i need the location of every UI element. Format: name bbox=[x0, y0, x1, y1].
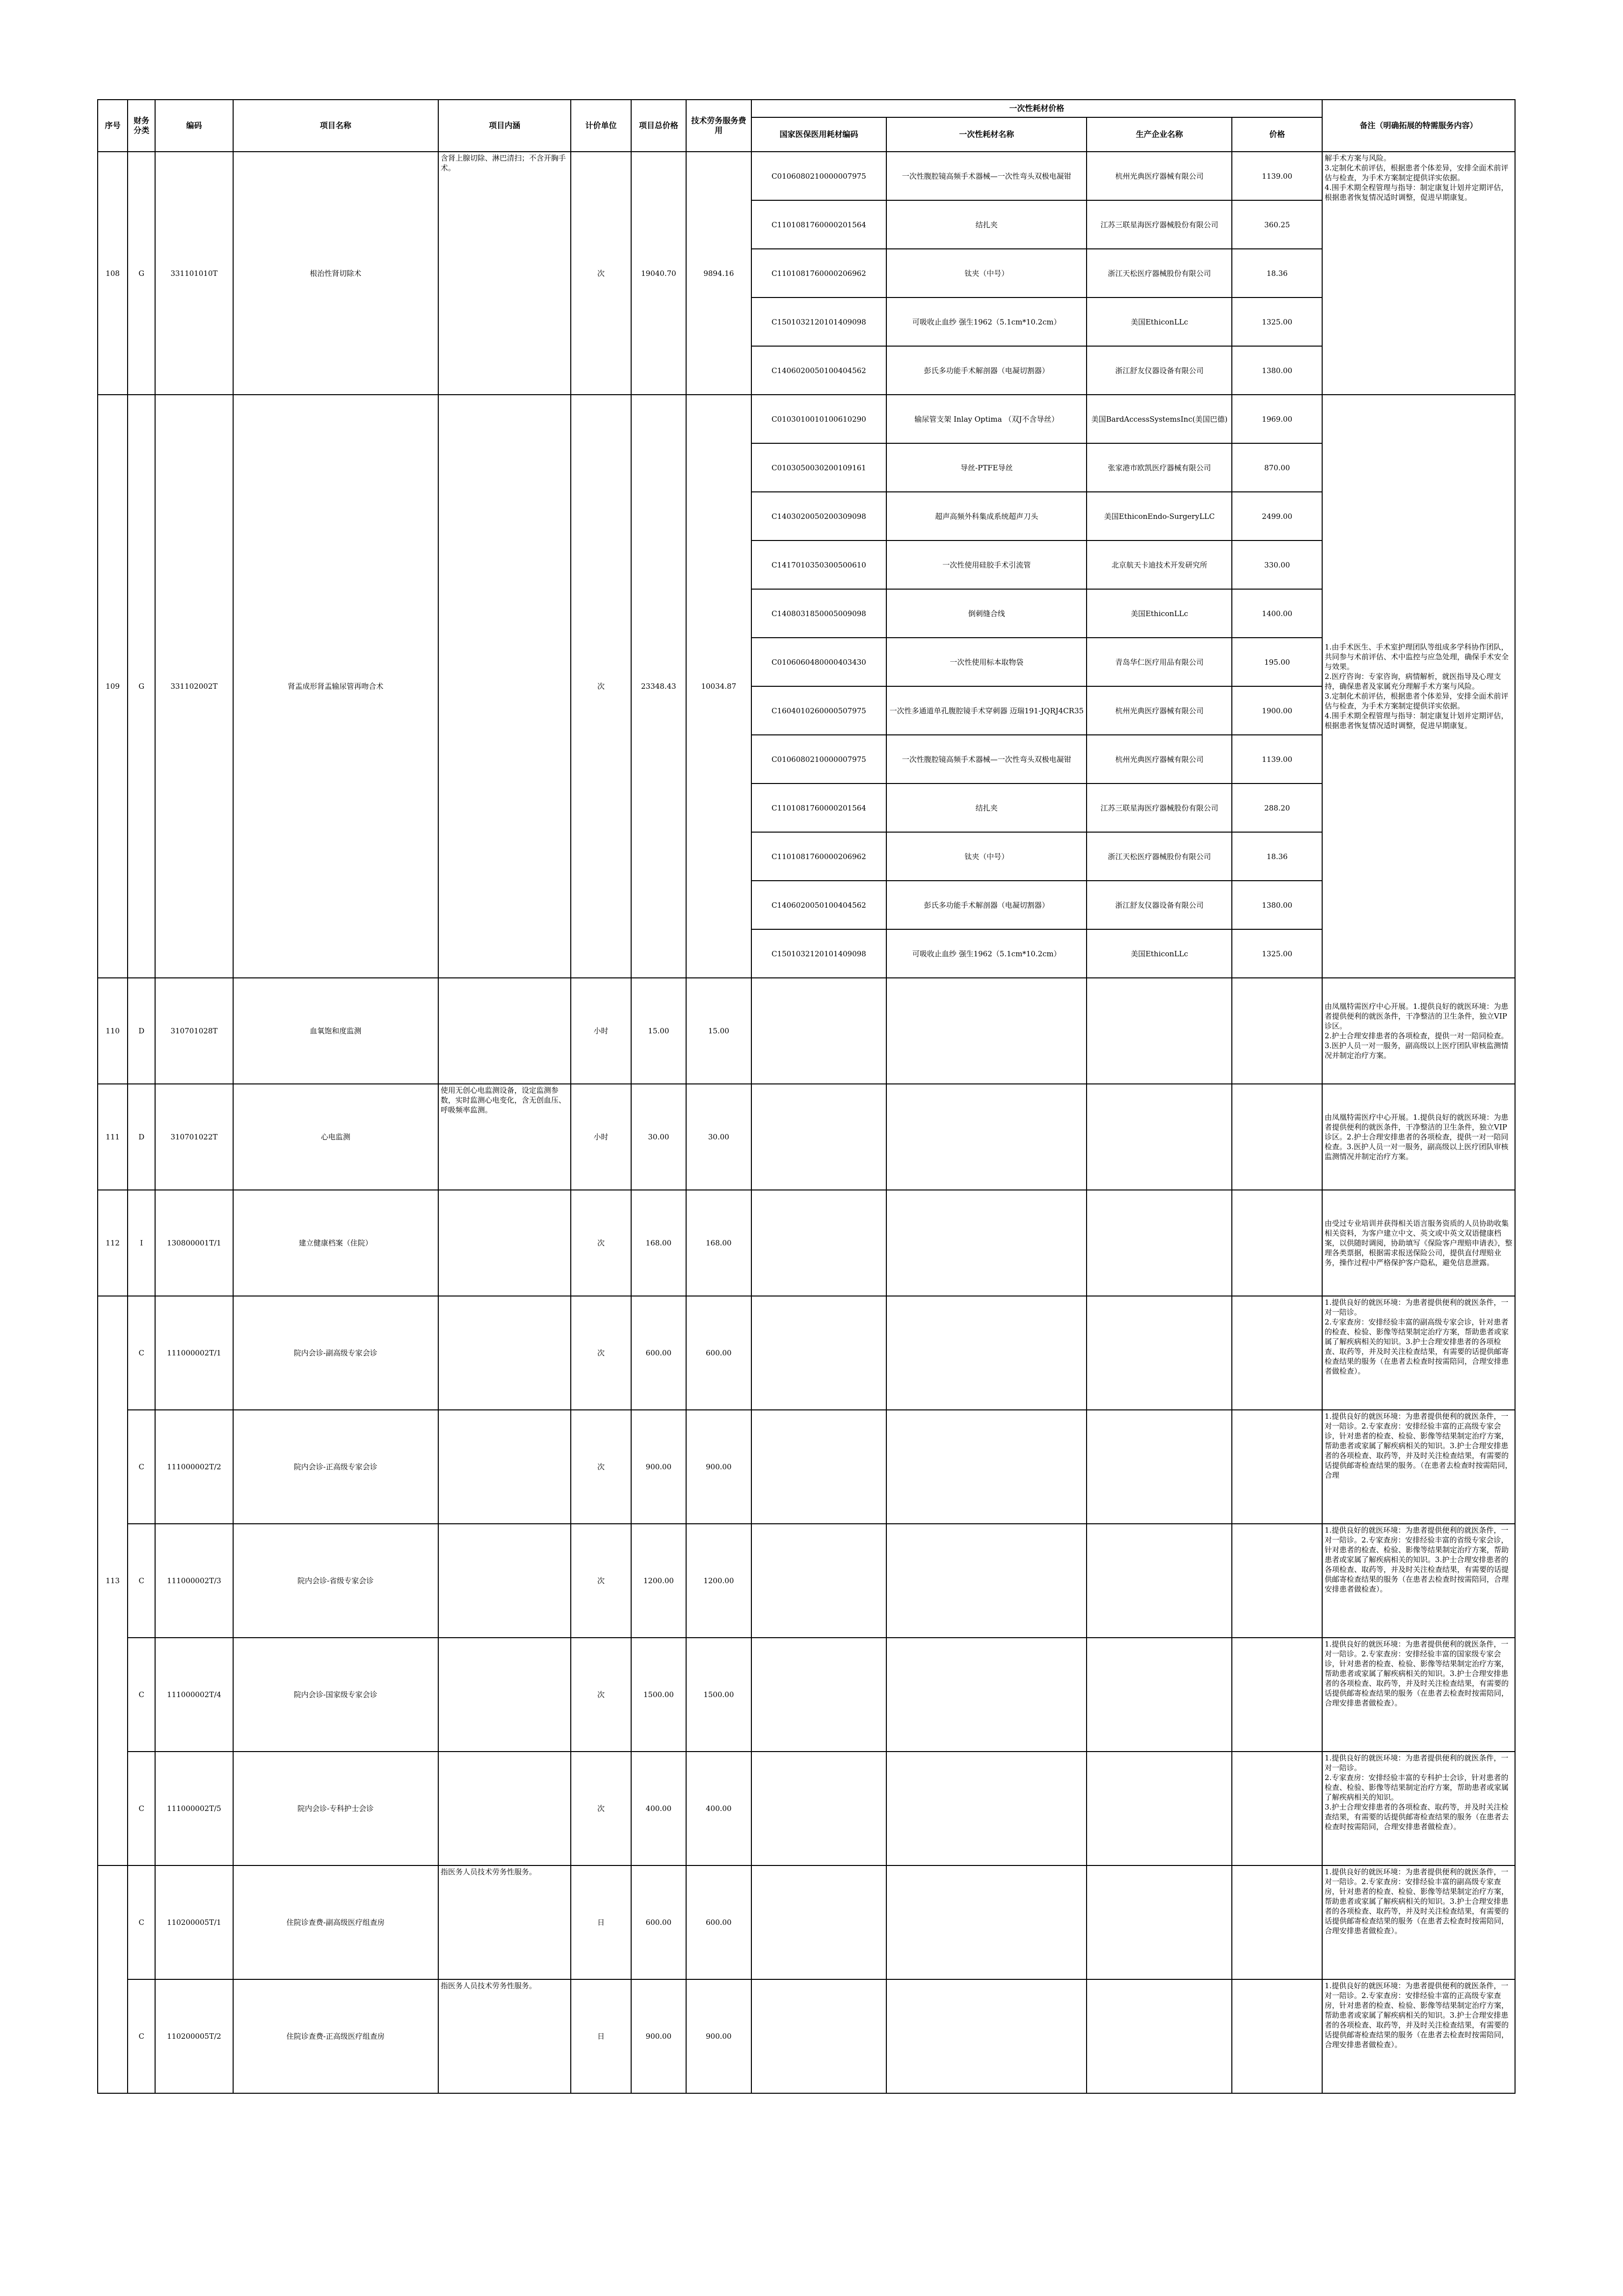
consumable-code: C1406020050100404562 bbox=[751, 881, 887, 929]
manufacturer: 美国BardAccessSystemsInc(美国巴德) bbox=[1087, 395, 1232, 443]
consumable-name bbox=[886, 1865, 1087, 1979]
header-code: 编码 bbox=[155, 100, 233, 152]
row-code: 110200005T/2 bbox=[155, 1979, 233, 2093]
manufacturer: 江苏三联星海医疗器械股份有限公司 bbox=[1087, 783, 1232, 832]
header-item-name: 项目名称 bbox=[233, 100, 438, 152]
row-finance-class: C bbox=[128, 1296, 155, 1410]
row-note: 1.提供良好的就医环境：为患者提供便利的就医条件，一对一陪诊。2.专家查房：安排经验丰富的副高级专家查房，针对患者的检查、检验、影像等结果制定治疗方案，帮助患者或家属了解疾病相关的知识。3.护士合理安排患者的各项检查、取药等，并及时关注检查结果，有需要的话提供邮寄检查结果的服务（在患者去检查时按需陪同，合理安排患者做检查）。 bbox=[1322, 1865, 1515, 1979]
consumable-code bbox=[751, 1638, 887, 1752]
consumable-code: C1403020050200309098 bbox=[751, 492, 887, 540]
consumable-code bbox=[751, 1296, 887, 1410]
row-seq: 113 bbox=[98, 1296, 128, 1865]
consumable-price bbox=[1232, 978, 1322, 1084]
consumable-price: 2499.00 bbox=[1232, 492, 1322, 540]
row-seq: 108 bbox=[98, 152, 128, 395]
consumable-name: 可吸收止血纱 强生1962（5.1cm*10.2cm） bbox=[886, 297, 1087, 346]
consumable-price: 18.36 bbox=[1232, 249, 1322, 297]
consumable-price bbox=[1232, 1524, 1322, 1638]
row-code: 331101010T bbox=[155, 152, 233, 395]
row-total-price: 30.00 bbox=[631, 1084, 686, 1190]
row-labor-fee: 10034.87 bbox=[686, 395, 751, 978]
manufacturer bbox=[1087, 1410, 1232, 1524]
row-item-name: 院内会诊-省级专家会诊 bbox=[233, 1524, 438, 1638]
row-item-content bbox=[438, 395, 571, 978]
row-code: 310701028T bbox=[155, 978, 233, 1084]
table-row bbox=[98, 1979, 1515, 2093]
row-item-name: 建立健康档案（住院） bbox=[233, 1190, 438, 1296]
consumable-price: 1139.00 bbox=[1232, 735, 1322, 783]
manufacturer: 江苏三联星海医疗器械股份有限公司 bbox=[1087, 200, 1232, 249]
consumable-price: 1325.00 bbox=[1232, 297, 1322, 346]
consumable-name: 钛夹（中号） bbox=[886, 249, 1087, 297]
row-unit: 次 bbox=[571, 1524, 631, 1638]
consumable-name: 彭氏多功能手术解剖器（电凝切割器） bbox=[886, 881, 1087, 929]
row-total-price: 600.00 bbox=[631, 1296, 686, 1410]
manufacturer: 浙江天松医疗器械股份有限公司 bbox=[1087, 832, 1232, 881]
consumable-price bbox=[1232, 1296, 1322, 1410]
row-item-name: 肾盂成形肾盂输尿管再吻合术 bbox=[233, 395, 438, 978]
consumable-name bbox=[886, 978, 1087, 1084]
row-labor-fee: 168.00 bbox=[686, 1190, 751, 1296]
consumable-code bbox=[751, 1190, 887, 1296]
manufacturer: 浙江天松医疗器械股份有限公司 bbox=[1087, 249, 1232, 297]
header-note: 备注（明确拓展的特需服务内容） bbox=[1322, 100, 1515, 152]
consumable-code: C1101081760000206962 bbox=[751, 832, 887, 881]
header-consumable-name: 一次性耗材名称 bbox=[886, 117, 1087, 152]
consumable-price bbox=[1232, 1979, 1322, 2093]
manufacturer bbox=[1087, 1296, 1232, 1410]
row-item-name: 院内会诊-专科护士会诊 bbox=[233, 1752, 438, 1865]
consumable-price: 330.00 bbox=[1232, 540, 1322, 589]
consumable-price bbox=[1232, 1865, 1322, 1979]
consumable-code: C0106060480000403430 bbox=[751, 638, 887, 686]
row-code: 111000002T/1 bbox=[155, 1296, 233, 1410]
row-finance-class: C bbox=[128, 1865, 155, 1979]
consumable-price: 18.36 bbox=[1232, 832, 1322, 881]
row-finance-class: G bbox=[128, 395, 155, 978]
consumable-price: 360.25 bbox=[1232, 200, 1322, 249]
manufacturer bbox=[1087, 1865, 1232, 1979]
row-note: 1.提供良好的就医环境：为患者提供便利的就医条件，一对一陪诊。 2.专家查房：安排经验丰富的专科护士会诊，针对患者的检查、检验、影像等结果制定治疗方案，帮助患者或家属了解疾病相关的知识。 3.护士合理安排患者的各项检查、取药等，并及时关注检查结果，有需要的话提供邮寄检查结果的服务（在患者去检查时按需陪同，合理安排患者做检查）。 bbox=[1322, 1752, 1515, 1865]
consumable-code: C0103050030200109161 bbox=[751, 443, 887, 492]
row-unit: 次 bbox=[571, 395, 631, 978]
table-row bbox=[98, 152, 1515, 200]
row-note: 由凤凰特需医疗中心开展。1.提供良好的就医环境：为患者提供便利的就医条件，干净整洁的卫生条件，独立VIP诊区。 2.护士合理安排患者的各项检查，提供一对一陪同检查。3.医护人员一对一服务，副高级以上医疗团队审核监测情况并制定治疗方案。 bbox=[1322, 978, 1515, 1084]
table-header bbox=[98, 100, 1515, 152]
consumable-code: C1501032120101409098 bbox=[751, 929, 887, 978]
consumable-name: 一次性腹腔镜高频手术器械—一次性弯头双极电凝钳 bbox=[886, 735, 1087, 783]
row-labor-fee: 600.00 bbox=[686, 1865, 751, 1979]
row-item-content: 含肾上腺切除、淋巴清扫；不含开胸手术。 bbox=[438, 152, 571, 395]
row-total-price: 168.00 bbox=[631, 1190, 686, 1296]
row-total-price: 900.00 bbox=[631, 1410, 686, 1524]
consumable-name bbox=[886, 1296, 1087, 1410]
consumable-code: C0106080210000007975 bbox=[751, 735, 887, 783]
table-row bbox=[98, 1752, 1515, 1865]
row-item-name: 住院诊查费-副高级医疗组查房 bbox=[233, 1865, 438, 1979]
manufacturer bbox=[1087, 1638, 1232, 1752]
consumable-price: 288.20 bbox=[1232, 783, 1322, 832]
consumable-name bbox=[886, 1190, 1087, 1296]
row-code: 111000002T/4 bbox=[155, 1638, 233, 1752]
row-unit: 次 bbox=[571, 1752, 631, 1865]
manufacturer: 美国EthiconLLc bbox=[1087, 297, 1232, 346]
row-item-name: 院内会诊-副高级专家会诊 bbox=[233, 1296, 438, 1410]
consumable-code bbox=[751, 1524, 887, 1638]
row-note: 1.提供良好的就医环境：为患者提供便利的就医条件，一对一陪诊。 2.专家查房：安排经验丰富的副高级专家会诊，针对患者的检查、检验、影像等结果制定治疗方案，帮助患者或家属了解疾病相关的知识。3.护士合理安排患者的各项检查、取药等，并及时关注检查结果，有需要的话提供邮寄检查结果的服务（在患者去检查时按需陪同，合理安排患者做检查）。 bbox=[1322, 1296, 1515, 1410]
consumable-price: 1969.00 bbox=[1232, 395, 1322, 443]
consumable-code: C0106080210000007975 bbox=[751, 152, 887, 200]
row-unit: 次 bbox=[571, 1410, 631, 1524]
row-code: 111000002T/3 bbox=[155, 1524, 233, 1638]
row-item-content: 指医务人员技术劳务性服务。 bbox=[438, 1865, 571, 1979]
consumable-name: 结扎夹 bbox=[886, 783, 1087, 832]
row-unit: 次 bbox=[571, 1296, 631, 1410]
manufacturer bbox=[1087, 1524, 1232, 1638]
consumable-name: 钛夹（中号） bbox=[886, 832, 1087, 881]
consumable-price: 195.00 bbox=[1232, 638, 1322, 686]
table-row bbox=[98, 1524, 1515, 1638]
row-labor-fee: 1500.00 bbox=[686, 1638, 751, 1752]
row-item-content bbox=[438, 1410, 571, 1524]
row-code: 111000002T/5 bbox=[155, 1752, 233, 1865]
manufacturer: 浙江舒友仪器设备有限公司 bbox=[1087, 346, 1232, 395]
row-item-name: 心电监测 bbox=[233, 1084, 438, 1190]
row-finance-class: C bbox=[128, 1752, 155, 1865]
row-finance-class: C bbox=[128, 1979, 155, 2093]
header-item-content: 项目内涵 bbox=[438, 100, 571, 152]
row-finance-class: G bbox=[128, 152, 155, 395]
consumable-code: C1406020050100404562 bbox=[751, 346, 887, 395]
consumable-name: 结扎夹 bbox=[886, 200, 1087, 249]
consumable-code: C1408031850005009098 bbox=[751, 589, 887, 638]
row-labor-fee: 600.00 bbox=[686, 1296, 751, 1410]
consumable-name: 导丝-PTFE导丝 bbox=[886, 443, 1087, 492]
row-code: 130800001T/1 bbox=[155, 1190, 233, 1296]
row-labor-fee: 900.00 bbox=[686, 1410, 751, 1524]
consumable-name: 输尿管支架 Inlay Optima （双J不含导丝） bbox=[886, 395, 1087, 443]
row-note: 1.提供良好的就医环境：为患者提供便利的就医条件，一对一陪诊。2.专家查房：安排经验丰富的省级专家会诊，针对患者的检查、检验、影像等结果制定治疗方案，帮助患者或家属了解疾病相关的知识。3.护士合理安排患者的各项检查、取药等，并及时关注检查结果，有需要的话提供邮寄检查结果的服务（在患者去检查时按需陪同，合理安排患者做检查）。 bbox=[1322, 1524, 1515, 1638]
row-finance-class: I bbox=[128, 1190, 155, 1296]
consumable-name bbox=[886, 1638, 1087, 1752]
header-unit: 计价单位 bbox=[571, 100, 631, 152]
consumable-price bbox=[1232, 1638, 1322, 1752]
table-row bbox=[98, 978, 1515, 1084]
manufacturer bbox=[1087, 1979, 1232, 2093]
consumable-code: C1417010350300500610 bbox=[751, 540, 887, 589]
header-finance-class: 财务分类 bbox=[128, 100, 155, 152]
row-item-name: 根治性肾切除术 bbox=[233, 152, 438, 395]
manufacturer: 浙江舒友仪器设备有限公司 bbox=[1087, 881, 1232, 929]
row-seq: 109 bbox=[98, 395, 128, 978]
consumable-name: 可吸收止血纱 强生1962（5.1cm*10.2cm） bbox=[886, 929, 1087, 978]
row-note: 解手术方案与风险。 3.定制化术前评估，根据患者个体差异，安排全面术前评估与检查，为手术方案制定提供详实依据。 4.围手术期全程管理与指导：制定康复计划并定期评估，根据患者恢复情况适时调整，促进早期康复。 bbox=[1322, 152, 1515, 395]
row-unit: 次 bbox=[571, 1190, 631, 1296]
header-consumable-price: 价格 bbox=[1232, 117, 1322, 152]
row-unit: 小时 bbox=[571, 978, 631, 1084]
consumable-price bbox=[1232, 1190, 1322, 1296]
table-row bbox=[98, 1190, 1515, 1296]
manufacturer: 杭州光典医疗器械有限公司 bbox=[1087, 152, 1232, 200]
consumable-price bbox=[1232, 1752, 1322, 1865]
row-seq: 111 bbox=[98, 1084, 128, 1190]
manufacturer: 美国EthiconEndo-SurgeryLLC bbox=[1087, 492, 1232, 540]
table-row bbox=[98, 1638, 1515, 1752]
consumable-code bbox=[751, 1410, 887, 1524]
row-item-name: 院内会诊-国家级专家会诊 bbox=[233, 1638, 438, 1752]
row-labor-fee: 15.00 bbox=[686, 978, 751, 1084]
consumable-name bbox=[886, 1524, 1087, 1638]
consumable-price bbox=[1232, 1410, 1322, 1524]
row-item-content: 使用无创心电监测设备，设定监测参数，实时监测心电变化，含无创血压、呼吸频率监测。 bbox=[438, 1084, 571, 1190]
row-item-content bbox=[438, 978, 571, 1084]
consumable-code: C1101081760000201564 bbox=[751, 783, 887, 832]
header-labor-fee: 技术劳务服务费用 bbox=[686, 100, 751, 152]
consumable-code: C1101081760000201564 bbox=[751, 200, 887, 249]
consumable-code: C1101081760000206962 bbox=[751, 249, 887, 297]
consumable-code bbox=[751, 1084, 887, 1190]
manufacturer bbox=[1087, 1190, 1232, 1296]
consumable-name bbox=[886, 1752, 1087, 1865]
header-seq: 序号 bbox=[98, 100, 128, 152]
row-labor-fee: 400.00 bbox=[686, 1752, 751, 1865]
row-item-content: 指医务人员技术劳务性服务。 bbox=[438, 1979, 571, 2093]
row-code: 310701022T bbox=[155, 1084, 233, 1190]
consumable-price: 1380.00 bbox=[1232, 881, 1322, 929]
row-item-name: 血氧饱和度监测 bbox=[233, 978, 438, 1084]
row-unit: 次 bbox=[571, 152, 631, 395]
consumable-code bbox=[751, 1752, 887, 1865]
consumable-price: 1400.00 bbox=[1232, 589, 1322, 638]
price-table bbox=[97, 99, 1516, 2094]
consumable-name bbox=[886, 1084, 1087, 1190]
consumable-price: 1380.00 bbox=[1232, 346, 1322, 395]
row-item-content bbox=[438, 1296, 571, 1410]
row-labor-fee: 900.00 bbox=[686, 1979, 751, 2093]
consumable-price: 870.00 bbox=[1232, 443, 1322, 492]
consumable-code: C1604010260000507975 bbox=[751, 686, 887, 735]
row-note: 由受过专业培训并获得相关语言服务资质的人员协助收集相关资料，为客户建立中文、英文或中英文双语健康档案，以供随时调阅，协助填写《保险客户理赔申请表》，整理各类票据，根据需求报送保险公司，提供直付理赔业务，操作过程中严格保护客户隐私，避免信息泄露。 bbox=[1322, 1190, 1515, 1296]
table-row bbox=[98, 1865, 1515, 1979]
row-note: 1.提供良好的就医环境：为患者提供便利的就医条件，一对一陪诊。2.专家查房：安排经验丰富的正高级专家会诊，针对患者的检查、检验、影像等结果制定治疗方案，帮助患者或家属了解疾病相关的知识。3.护士合理安排患者的各项检查、取药等，并及时关注检查结果，有需要的话提供邮寄检查结果的服务。（在患者去检查时按需陪同，合理 bbox=[1322, 1410, 1515, 1524]
row-total-price: 19040.70 bbox=[631, 152, 686, 395]
row-total-price: 400.00 bbox=[631, 1752, 686, 1865]
consumable-name: 一次性腹腔镜高频手术器械—一次性弯头双极电凝钳 bbox=[886, 152, 1087, 200]
row-note: 1.提供良好的就医环境：为患者提供便利的就医条件，一对一陪诊。2.专家查房：安排经验丰富的正高级专家查房，针对患者的检查、检验、影像等结果制定治疗方案，帮助患者或家属了解疾病相关的知识。3.护士合理安排患者的各项检查、取药等，并及时关注检查结果，有需要的话提供邮寄检查结果的服务（在患者去检查时按需陪同，合理安排患者做检查）。 bbox=[1322, 1979, 1515, 2093]
consumable-code: C0103010010100610290 bbox=[751, 395, 887, 443]
row-total-price: 15.00 bbox=[631, 978, 686, 1084]
row-note: 1.由手术医生、手术室护理团队等组成多学科协作团队，共同参与术前评估、术中监控与应急处理，确保手术安全与效果。 2.医疗咨询：专家咨询，病情解析，就医指导及心理支持，确保患者及家属充分理解手术方案与风险。 3.定制化术前评估，根据患者个体差异，安排全面术前评估与检查，为手术方案制定提供详实依据。 4.围手术期全程管理与指导：制定康复计划并定期评估，根据患者恢复情况适时调整，促进早期康复。 bbox=[1322, 395, 1515, 978]
manufacturer: 杭州光典医疗器械有限公司 bbox=[1087, 735, 1232, 783]
manufacturer: 北京航天卡迪技术开发研究所 bbox=[1087, 540, 1232, 589]
row-item-content bbox=[438, 1190, 571, 1296]
row-labor-fee: 9894.16 bbox=[686, 152, 751, 395]
consumable-price: 1139.00 bbox=[1232, 152, 1322, 200]
row-item-content bbox=[438, 1638, 571, 1752]
row-item-name: 院内会诊-正高级专家会诊 bbox=[233, 1410, 438, 1524]
row-labor-fee: 30.00 bbox=[686, 1084, 751, 1190]
consumable-name: 彭氏多功能手术解剖器（电凝切割器） bbox=[886, 346, 1087, 395]
row-total-price: 23348.43 bbox=[631, 395, 686, 978]
row-item-name: 住院诊查费-正高级医疗组查房 bbox=[233, 1979, 438, 2093]
row-item-content bbox=[438, 1752, 571, 1865]
consumable-name bbox=[886, 1979, 1087, 2093]
row-finance-class: D bbox=[128, 1084, 155, 1190]
consumable-name bbox=[886, 1410, 1087, 1524]
row-finance-class: C bbox=[128, 1524, 155, 1638]
consumable-name: 超声高频外科集成系统超声刀头 bbox=[886, 492, 1087, 540]
consumable-code: C1501032120101409098 bbox=[751, 297, 887, 346]
consumable-code bbox=[751, 1865, 887, 1979]
manufacturer bbox=[1087, 1084, 1232, 1190]
header-manufacturer: 生产企业名称 bbox=[1087, 117, 1232, 152]
row-note: 由凤凰特需医疗中心开展。1.提供良好的就医环境：为患者提供便利的就医条件，干净整洁的卫生条件，独立VIP诊区。2.护士合理安排患者的各项检查，提供一对一陪同检查。3.医护人员一对一服务，副高级以上医疗团队审核监测情况并制定治疗方案。 bbox=[1322, 1084, 1515, 1190]
row-code: 110200005T/1 bbox=[155, 1865, 233, 1979]
row-unit: 日 bbox=[571, 1865, 631, 1979]
table-body bbox=[98, 152, 1515, 2093]
row-seq: 110 bbox=[98, 978, 128, 1084]
header-consumable-code: 国家医保医用耗材编码 bbox=[751, 117, 887, 152]
row-unit: 日 bbox=[571, 1979, 631, 2093]
consumable-name: 一次性使用硅胶手术引流管 bbox=[886, 540, 1087, 589]
row-unit: 小时 bbox=[571, 1084, 631, 1190]
consumable-price bbox=[1232, 1084, 1322, 1190]
manufacturer: 青岛华仁医疗用品有限公司 bbox=[1087, 638, 1232, 686]
consumable-name: 一次性多通道单孔腹腔镜手术穿刺器 迈瑞191-JQRJ4CR35 bbox=[886, 686, 1087, 735]
table-row bbox=[98, 395, 1515, 443]
table-row bbox=[98, 1084, 1515, 1190]
manufacturer bbox=[1087, 978, 1232, 1084]
row-seq bbox=[98, 1865, 128, 2093]
header-total-price: 项目总价格 bbox=[631, 100, 686, 152]
consumable-price: 1900.00 bbox=[1232, 686, 1322, 735]
row-seq: 112 bbox=[98, 1190, 128, 1296]
row-note: 1.提供良好的就医环境：为患者提供便利的就医条件，一对一陪诊。2.专家查房：安排经验丰富的国家级专家会诊，针对患者的检查、检验、影像等结果制定治疗方案，帮助患者或家属了解疾病相关的知识。3.护士合理安排患者的各项检查、取药等，并及时关注检查结果，有需要的话提供邮寄检查结果的服务（在患者去检查时按需陪同，合理安排患者做检查）。 bbox=[1322, 1638, 1515, 1752]
manufacturer: 美国EthiconLLc bbox=[1087, 929, 1232, 978]
row-finance-class: D bbox=[128, 978, 155, 1084]
row-finance-class: C bbox=[128, 1410, 155, 1524]
table-row bbox=[98, 1410, 1515, 1524]
consumable-price: 1325.00 bbox=[1232, 929, 1322, 978]
row-total-price: 1200.00 bbox=[631, 1524, 686, 1638]
row-total-price: 900.00 bbox=[631, 1979, 686, 2093]
consumable-code bbox=[751, 978, 887, 1084]
row-unit: 次 bbox=[571, 1638, 631, 1752]
row-code: 331102002T bbox=[155, 395, 233, 978]
header-consumables: 一次性耗材价格 bbox=[751, 100, 1322, 117]
manufacturer: 张家港市欧凯医疗器械有限公司 bbox=[1087, 443, 1232, 492]
manufacturer bbox=[1087, 1752, 1232, 1865]
row-labor-fee: 1200.00 bbox=[686, 1524, 751, 1638]
row-finance-class: C bbox=[128, 1638, 155, 1752]
consumable-code bbox=[751, 1979, 887, 2093]
manufacturer: 杭州光典医疗器械有限公司 bbox=[1087, 686, 1232, 735]
consumable-name: 一次性使用标本取物袋 bbox=[886, 638, 1087, 686]
row-total-price: 1500.00 bbox=[631, 1638, 686, 1752]
row-item-content bbox=[438, 1524, 571, 1638]
row-total-price: 600.00 bbox=[631, 1865, 686, 1979]
consumable-name: 倒刺缝合线 bbox=[886, 589, 1087, 638]
manufacturer: 美国EthiconLLc bbox=[1087, 589, 1232, 638]
row-code: 111000002T/2 bbox=[155, 1410, 233, 1524]
table-row bbox=[98, 1296, 1515, 1410]
